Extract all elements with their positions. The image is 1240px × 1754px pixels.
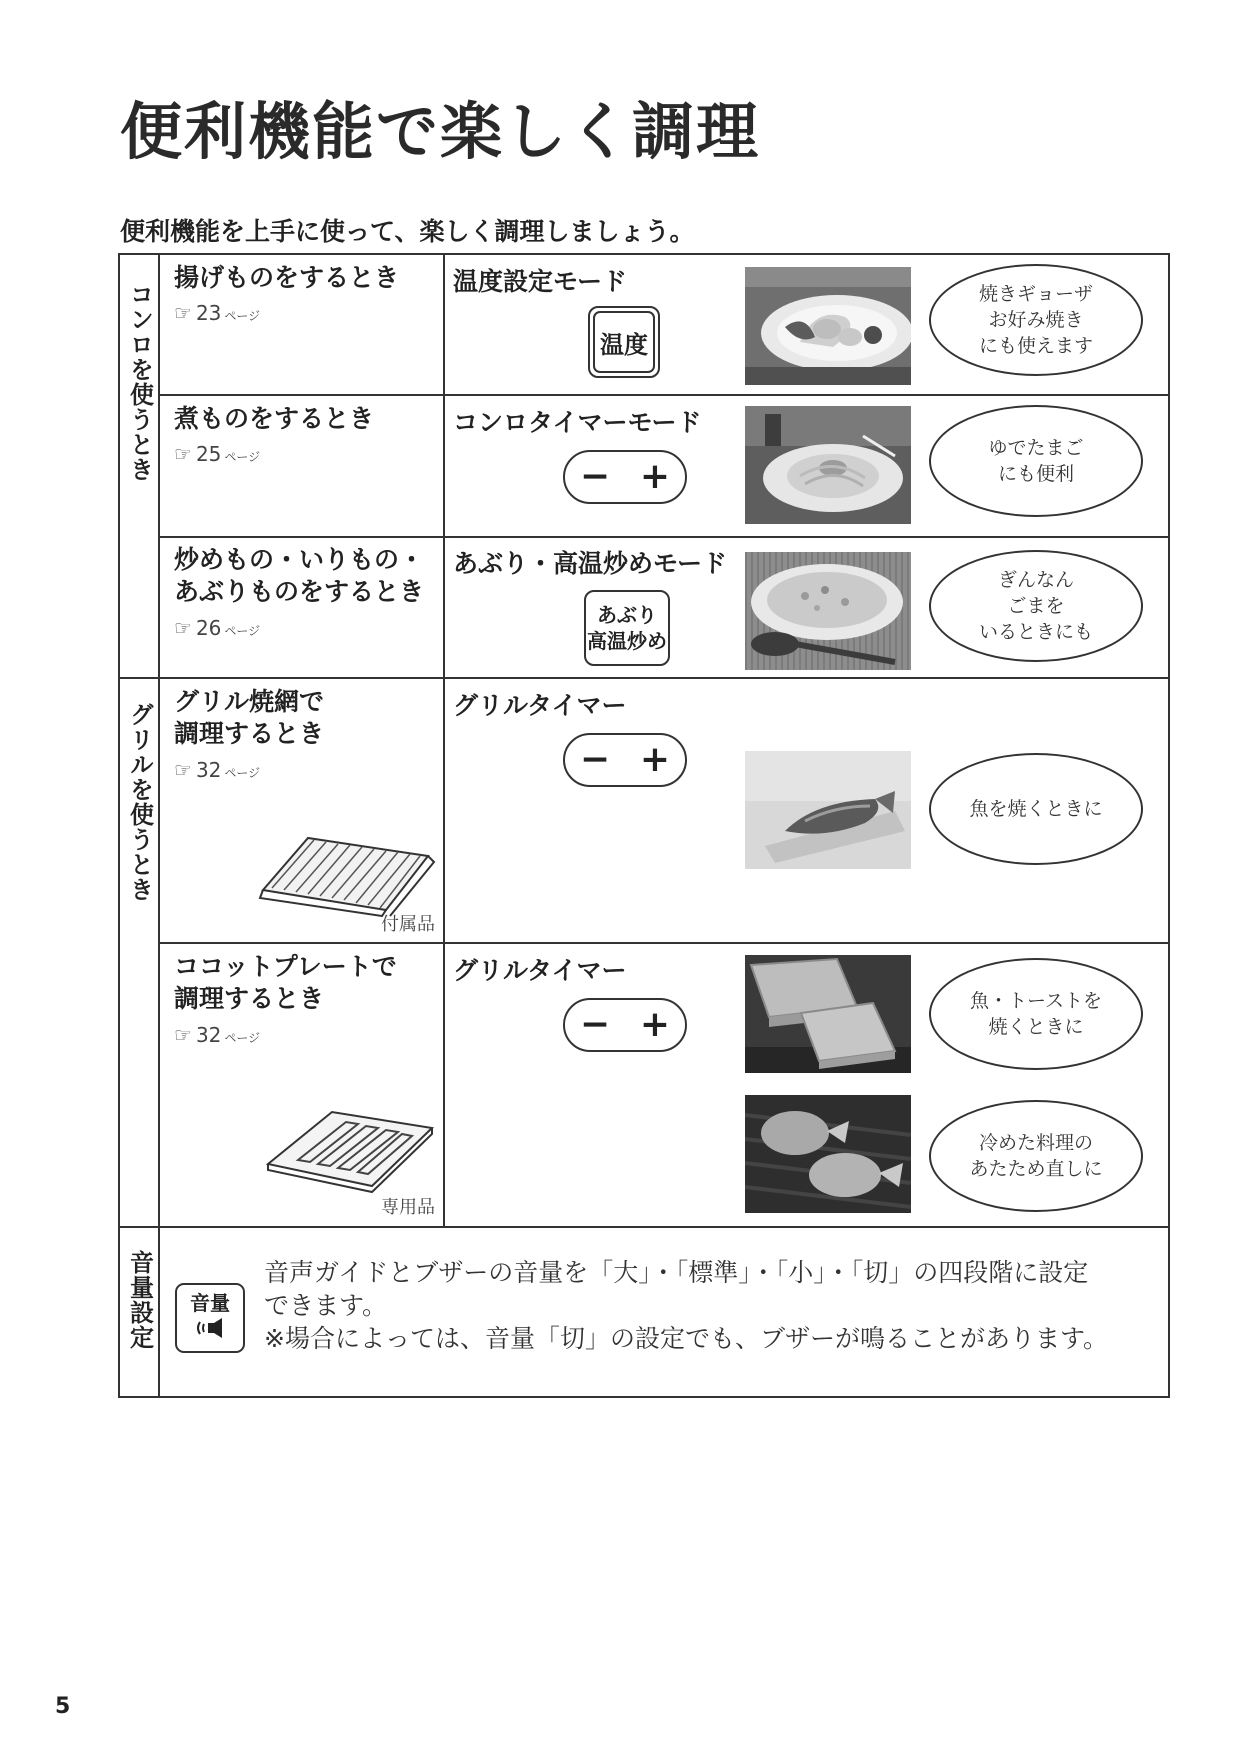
tip-bubble: ぎんなん ごまを いるときにも — [929, 550, 1143, 662]
pointing-hand-icon: ☞ — [174, 1023, 192, 1047]
pointing-hand-icon: ☞ — [174, 758, 192, 782]
situation-grill-net: グリル焼網で 調理するとき — [174, 687, 325, 748]
situation-stir-fry: 炒めもの・いりもの・ あぶりものをするとき — [174, 545, 425, 606]
accessory-label: 付属品 — [381, 914, 435, 935]
tip-bubble: 魚・トーストを 焼くときに — [929, 958, 1143, 1070]
fried-fish-photo — [745, 1095, 911, 1213]
page-reference[interactable]: ☞ 32 ページ — [174, 1023, 261, 1047]
divider — [118, 1226, 1170, 1228]
plus-button[interactable]: + — [639, 1004, 671, 1045]
pointing-hand-icon: ☞ — [174, 616, 192, 640]
tip-bubble: 魚を焼くときに — [929, 753, 1143, 865]
divider — [443, 253, 445, 1228]
divider — [158, 536, 1170, 538]
roast-key-label: あぶり — [597, 603, 657, 627]
page-title: 便利機能で楽しく調理 — [120, 95, 761, 168]
temperature-key[interactable] — [588, 306, 660, 378]
volume-key[interactable] — [175, 1283, 245, 1353]
grill-net-illustration — [258, 828, 438, 918]
tip-bubble: 焼きギョーザ お好み焼き にも使えます — [929, 264, 1143, 376]
high-heat-key-label: 高温炒め — [587, 629, 667, 653]
toast-photo — [745, 955, 911, 1073]
grill-timer-key[interactable] — [563, 733, 687, 787]
mode-temperature: 温度設定モード — [453, 267, 628, 296]
accessory-label: 専用品 — [381, 1197, 435, 1218]
fried-rice-photo — [745, 552, 911, 670]
tempura-photo — [745, 267, 911, 385]
pasta-photo — [745, 406, 911, 524]
mode-roast-high-heat: あぶり・高温炒めモード — [453, 549, 728, 578]
divider — [118, 677, 1170, 679]
situation-simmering: 煮ものをするとき — [174, 404, 375, 433]
temperature-key-label: 温度 — [593, 311, 655, 373]
page-reference[interactable]: ☞ 23 ページ — [174, 301, 261, 325]
section-label-grill: グリルを使うとき — [125, 702, 154, 902]
tip-bubble: 冷めた料理の あたため直しに — [929, 1100, 1143, 1212]
section-label-stove: コンロを使うとき — [125, 282, 154, 482]
mode-grill-timer: グリルタイマー — [453, 956, 627, 985]
page-reference[interactable]: ☞ 26 ページ — [174, 616, 261, 640]
plus-button[interactable]: + — [639, 739, 671, 780]
cocotte-plate-illustration — [262, 1104, 437, 1194]
mode-stove-timer: コンロタイマーモード — [453, 408, 702, 437]
mode-grill-timer: グリルタイマー — [453, 691, 627, 720]
volume-description: 音声ガイドとブザーの音量を「大」・「標準」・「小」・「切」の四段階に設定 — [264, 1258, 1089, 1287]
pointing-hand-icon: ☞ — [174, 301, 192, 325]
minus-button[interactable]: − — [579, 456, 611, 497]
page-reference[interactable]: ☞ 25 ページ — [174, 442, 261, 466]
grilled-fish-photo — [745, 751, 911, 869]
situation-frying: 揚げものをするとき — [174, 263, 400, 292]
page-subtitle: 便利機能を上手に使って、楽しく調理しましょう。 — [120, 217, 695, 246]
stove-timer-key[interactable] — [563, 450, 687, 504]
minus-button[interactable]: − — [579, 739, 611, 780]
page-reference[interactable]: ☞ 32 ページ — [174, 758, 261, 782]
volume-description-cont: できます。 — [264, 1291, 388, 1320]
roast-high-heat-key[interactable] — [584, 590, 670, 666]
speaker-icon — [192, 1315, 228, 1345]
situation-cocotte-plate: ココットプレートで 調理するとき — [174, 952, 397, 1013]
page-number: 5 — [55, 1694, 71, 1719]
divider — [158, 942, 1170, 944]
minus-button[interactable]: − — [579, 1004, 611, 1045]
divider — [158, 394, 1170, 396]
section-label-volume: 音量設定 — [125, 1250, 154, 1350]
plus-button[interactable]: + — [639, 456, 671, 497]
tip-bubble: ゆでたまご にも便利 — [929, 405, 1143, 517]
grill-timer-key[interactable] — [563, 998, 687, 1052]
pointing-hand-icon: ☞ — [174, 442, 192, 466]
volume-note: ※場合によっては、音量「切」の設定でも、ブザーが鳴ることがあります。 — [264, 1324, 1108, 1353]
volume-key-label: 音量 — [190, 1291, 230, 1315]
